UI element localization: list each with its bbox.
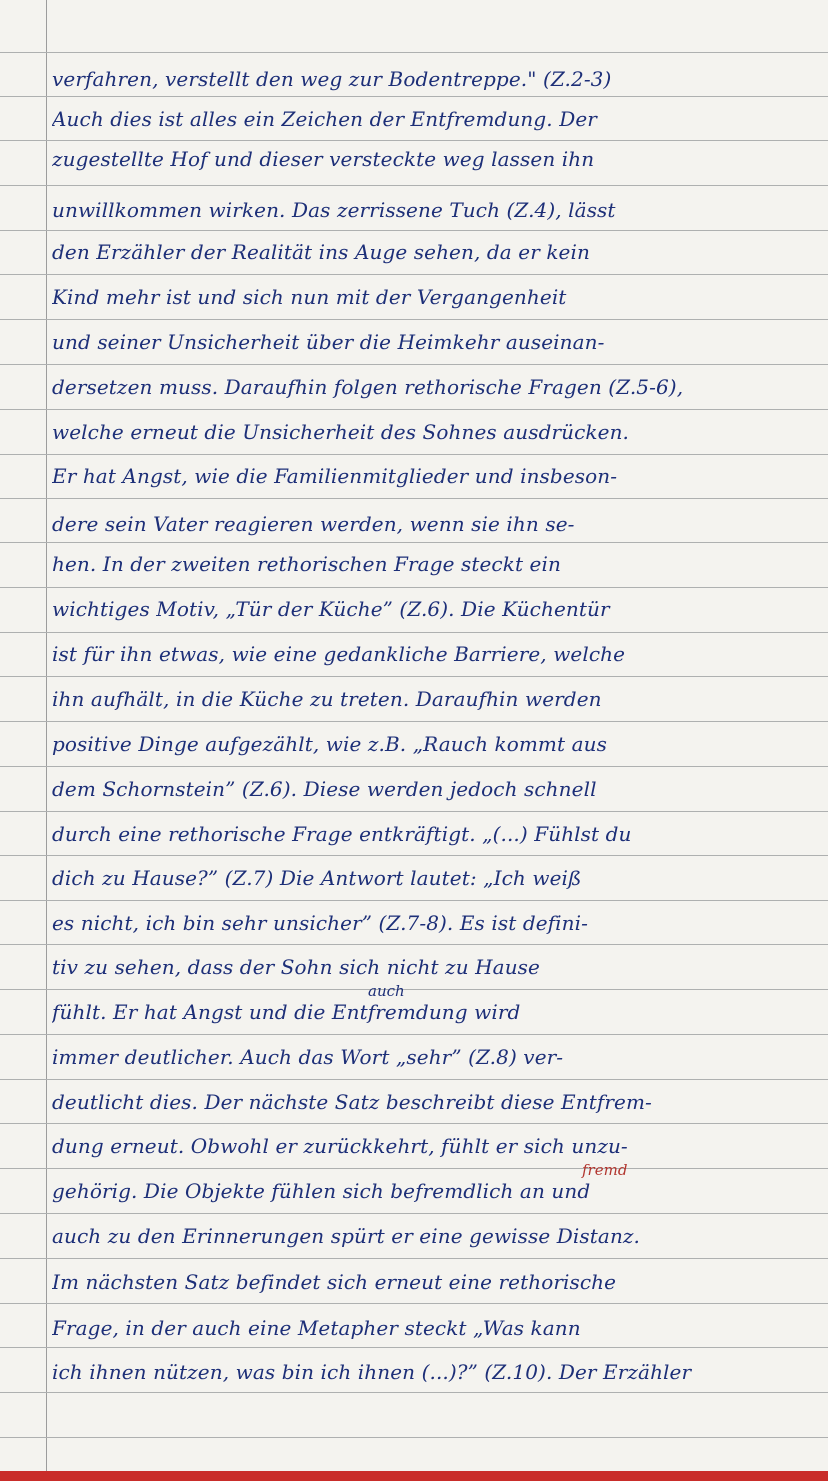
text-line: tiv zu sehen, dass der Sohn sich nicht zu Hause (52, 955, 540, 979)
ruled-line (0, 989, 828, 990)
inserted-word-fremd: fremd (582, 1161, 628, 1179)
ruled-line (0, 676, 828, 677)
ruled-line (0, 811, 828, 812)
text-line: dere sein Vater reagieren werden, wenn sie ihn se- (52, 512, 575, 536)
ruled-line (0, 1258, 828, 1259)
ruled-line (0, 632, 828, 633)
text-line: hen. In der zweiten rethorischen Frage steckt ein (52, 552, 561, 576)
ruled-line (0, 1392, 828, 1393)
text-line: es nicht, ich bin sehr unsicher” (Z.7-8). Es ist defini- (52, 911, 588, 935)
ruled-line (0, 944, 828, 945)
ruled-line (0, 1079, 828, 1080)
text-line: den Erzähler der Realität ins Auge sehen, da er kein (52, 240, 590, 264)
text-line: dersetzen muss. Daraufhin folgen rethorische Fragen (Z.5-6), (52, 375, 684, 399)
text-line: unwillkommen wirken. Das zerrissene Tuch (Z.4), lässt (52, 198, 616, 222)
ruled-line (0, 185, 828, 186)
ruled-line (0, 855, 828, 856)
ruled-line (0, 96, 828, 97)
text-line: dich zu Hause?” (Z.7) Die Antwort lautet: „Ich weiß (52, 866, 582, 890)
ruled-line (0, 140, 828, 141)
ruled-line (0, 230, 828, 231)
text-line: Frage, in der auch eine Metapher steckt „Was kann (52, 1316, 581, 1340)
text-line: gehörig. Die Objekte fühlen sich befremdlich an und (52, 1179, 591, 1203)
text-line: ich ihnen nützen, was bin ich ihnen (...)?” (Z.10). Der Erzähler (52, 1360, 692, 1384)
ruled-line (0, 900, 828, 901)
ruled-line (0, 319, 828, 320)
ruled-line (0, 766, 828, 767)
ruled-line (0, 587, 828, 588)
ruled-line (0, 498, 828, 499)
text-line: durch eine rethorische Frage entkräftigt. „(...) Fühlst du (52, 822, 632, 846)
text-line: Auch dies ist alles ein Zeichen der Entfremdung. Der (52, 107, 597, 131)
ruled-line (0, 1213, 828, 1214)
inserted-word-auch: auch (368, 982, 405, 1000)
ruled-line (0, 274, 828, 275)
text-line: ist für ihn etwas, wie eine gedankliche Barriere, welche (52, 642, 626, 666)
text-line: wichtiges Motiv, „Tür der Küche” (Z.6). Die Küchentür (52, 597, 610, 621)
text-line: positive Dinge aufgezählt, wie z.B. „Rauch kommt aus (52, 732, 607, 756)
ruled-line (0, 454, 828, 455)
text-line: verfahren, verstellt den weg zur Bodentreppe." (Z.2-3) (52, 67, 612, 91)
text-line: zugestellte Hof und dieser versteckte weg lassen ihn (52, 147, 595, 171)
ruled-line (0, 1347, 828, 1348)
ruled-line (0, 52, 828, 53)
ruled-line (0, 1123, 828, 1124)
text-line: deutlicht dies. Der nächste Satz beschreibt diese Entfrem- (52, 1090, 652, 1114)
text-line: auch zu den Erinnerungen spürt er eine gewisse Distanz. (52, 1224, 641, 1248)
page-edge-strip (0, 1471, 828, 1481)
text-line: Kind mehr ist und sich nun mit der Vergangenheit (52, 285, 567, 309)
text-line: welche erneut die Unsicherheit des Sohnes ausdrücken. (52, 420, 630, 444)
ruled-line (0, 409, 828, 410)
ruled-line (0, 542, 828, 543)
text-line: immer deutlicher. Auch das Wort „sehr” (Z.8) ver- (52, 1045, 564, 1069)
ruled-line (0, 1034, 828, 1035)
ruled-line (0, 1168, 828, 1169)
text-line: dem Schornstein” (Z.6). Diese werden jedoch schnell (52, 777, 597, 801)
ruled-line (0, 721, 828, 722)
text-line: ihn aufhält, in die Küche zu treten. Daraufhin werden (52, 687, 602, 711)
text-line: Er hat Angst, wie die Familienmitglieder und insbeson- (52, 464, 618, 488)
ruled-line (0, 1437, 828, 1438)
ruled-line (0, 1303, 828, 1304)
text-line: fühlt. Er hat Angst und die Entfremdung wird (52, 1000, 521, 1024)
text-line: dung erneut. Obwohl er zurückkehrt, fühlt er sich unzu- (52, 1134, 628, 1158)
text-line: und seiner Unsicherheit über die Heimkehr auseinan- (52, 330, 605, 354)
text-line: Im nächsten Satz befindet sich erneut eine rethorische (52, 1270, 617, 1294)
ruled-line (0, 364, 828, 365)
